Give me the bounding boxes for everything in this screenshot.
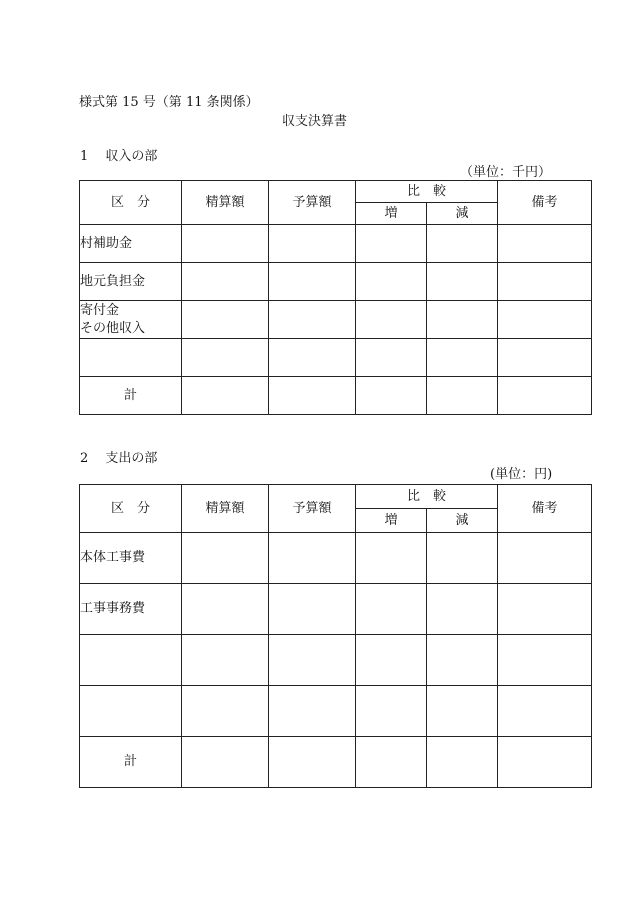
budget-cell	[269, 533, 356, 584]
decrease-cell	[427, 686, 498, 737]
decrease-cell	[427, 263, 498, 301]
budget-cell	[269, 301, 356, 339]
settled-cell	[182, 225, 269, 263]
table-row	[80, 263, 592, 301]
increase-cell	[356, 635, 427, 686]
row-label: 地元負担金	[80, 263, 182, 301]
table-row-total	[80, 377, 592, 415]
remarks-cell	[498, 263, 592, 301]
budget-cell	[269, 377, 356, 415]
settled-cell	[182, 339, 269, 377]
remarks-cell	[498, 301, 592, 339]
header-decrease: 減	[427, 509, 498, 533]
budget-cell	[269, 686, 356, 737]
income-table	[79, 180, 592, 415]
header-category: 区 分	[80, 181, 182, 225]
decrease-cell	[427, 737, 498, 788]
header-increase: 増	[356, 203, 427, 225]
settled-cell	[182, 377, 269, 415]
header-remarks: 備考	[498, 485, 592, 533]
settled-cell	[182, 263, 269, 301]
total-label: 計	[80, 377, 182, 415]
remarks-cell	[498, 225, 592, 263]
settled-cell	[182, 686, 269, 737]
increase-cell	[356, 737, 427, 788]
table-row	[80, 301, 592, 339]
income-unit-label: （単位：千円）	[460, 165, 552, 180]
remarks-cell	[498, 533, 592, 584]
increase-cell	[356, 584, 427, 635]
expense-table	[79, 484, 592, 788]
increase-cell	[356, 263, 427, 301]
decrease-cell	[427, 635, 498, 686]
row-label: 本体工事費	[80, 533, 182, 584]
budget-cell	[269, 263, 356, 301]
increase-cell	[356, 533, 427, 584]
expense-unit-label: (単位：円)	[490, 467, 553, 482]
header-budget-amount: 予算額	[269, 485, 356, 533]
total-label: 計	[80, 737, 182, 788]
decrease-cell	[427, 225, 498, 263]
row-label	[80, 686, 182, 737]
document-title: 収支決算書	[282, 114, 348, 129]
header-settled-amount: 精算額	[182, 485, 269, 533]
budget-cell	[269, 635, 356, 686]
header-decrease: 減	[427, 203, 498, 225]
row-label: 寄付金 その他収入	[80, 301, 182, 339]
remarks-cell	[498, 737, 592, 788]
table-row	[80, 584, 592, 635]
header-category: 区 分	[80, 485, 182, 533]
remarks-cell	[498, 686, 592, 737]
decrease-cell	[427, 339, 498, 377]
header-budget-amount: 予算額	[269, 181, 356, 225]
income-section-heading: 1 収入の部	[80, 149, 158, 164]
row-label: 工事事務費	[80, 584, 182, 635]
budget-cell	[269, 584, 356, 635]
budget-cell	[269, 737, 356, 788]
increase-cell	[356, 339, 427, 377]
row-label	[80, 635, 182, 686]
decrease-cell	[427, 584, 498, 635]
increase-cell	[356, 377, 427, 415]
settled-cell	[182, 301, 269, 339]
header-increase: 増	[356, 509, 427, 533]
budget-cell	[269, 225, 356, 263]
budget-cell	[269, 339, 356, 377]
header-comparison: 比 較	[356, 181, 498, 203]
settled-cell	[182, 737, 269, 788]
header-remarks: 備考	[498, 181, 592, 225]
table-row	[80, 635, 592, 686]
remarks-cell	[498, 377, 592, 415]
increase-cell	[356, 301, 427, 339]
decrease-cell	[427, 377, 498, 415]
table-row	[80, 533, 592, 584]
form-number: 様式第 15 号（第 11 条関係）	[79, 95, 259, 110]
row-label: 村補助金	[80, 225, 182, 263]
settled-cell	[182, 533, 269, 584]
header-comparison: 比 較	[356, 485, 498, 509]
increase-cell	[356, 225, 427, 263]
remarks-cell	[498, 339, 592, 377]
decrease-cell	[427, 301, 498, 339]
table-row	[80, 339, 592, 377]
table-row	[80, 686, 592, 737]
table-row-total	[80, 737, 592, 788]
table-row	[80, 225, 592, 263]
settled-cell	[182, 635, 269, 686]
remarks-cell	[498, 635, 592, 686]
header-settled-amount: 精算額	[182, 181, 269, 225]
increase-cell	[356, 686, 427, 737]
settled-cell	[182, 584, 269, 635]
row-label	[80, 339, 182, 377]
decrease-cell	[427, 533, 498, 584]
expense-section-heading: 2 支出の部	[80, 451, 158, 466]
remarks-cell	[498, 584, 592, 635]
